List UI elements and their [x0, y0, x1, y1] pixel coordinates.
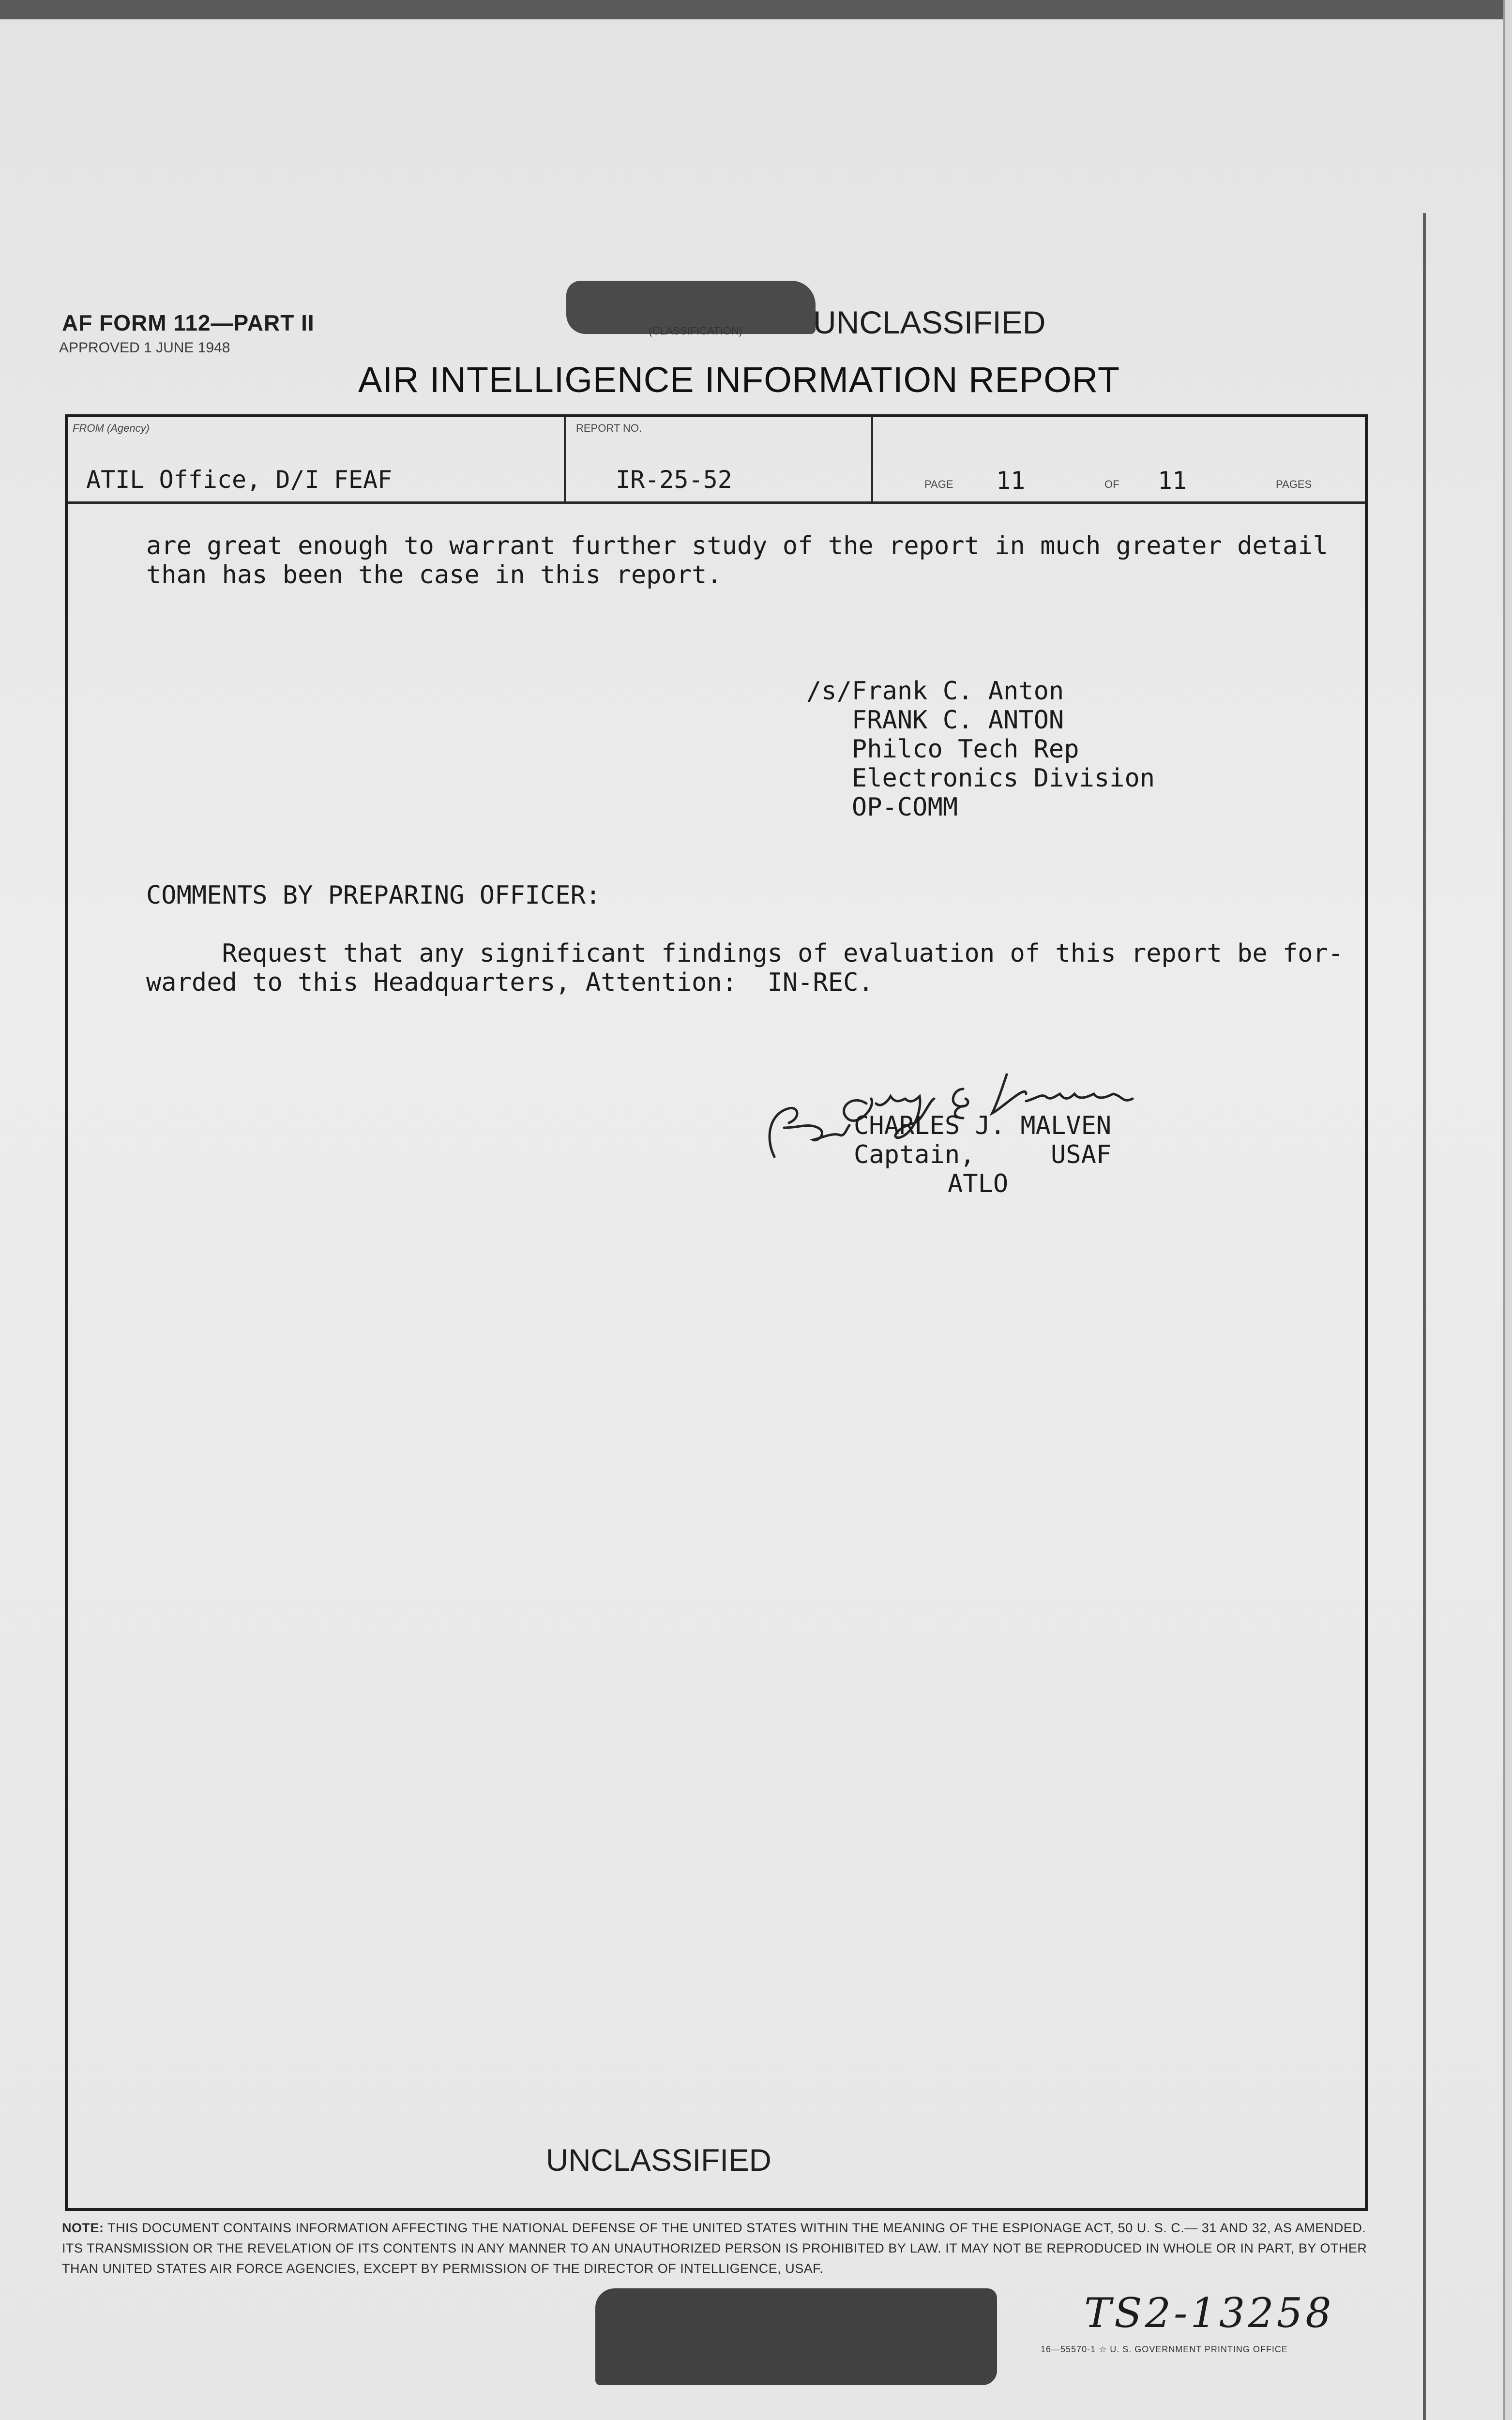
total-pages: 11 — [1158, 467, 1187, 495]
comments-text: Request that any significant findings of evaluation of this report be for- warded to this Headquarters, Attention: IN-REC. — [146, 939, 1344, 997]
form-number: AF FORM 112—PART II — [62, 310, 315, 335]
notice-text: THIS DOCUMENT CONTAINS INFORMATION AFFECTING THE NATIONAL DEFENSE OF THE UNITED STATES WITHIN THE MEANING OF THE ESPIONAGE ACT, 50 U. S. C.— 31 AND 32, AS AMENDED. ITS TRANSMISSION OR THE REVELATION OF ITS CONTENTS IN ANY MANNER TO AN UNAUTHORIZED PERSON IS PROHIBITED BY LAW. IT MAY NOT BE REPRODUCED IN WHOLE OR IN PART, BY OTHER THAN UNITED STATES AIR FORCE AGENCIES, EXCEPT BY PERMISSION OF THE DIRECTOR OF INTELLIGENCE, USAF. — [62, 2221, 1367, 2276]
page-number: 11 — [996, 467, 1026, 495]
report-number-value: IR-25-52 — [616, 466, 732, 494]
notice-lead: NOTE: — [62, 2221, 104, 2235]
form-approved-date: APPROVED 1 JUNE 1948 — [59, 340, 230, 356]
classification-stamp-bottom: UNCLASSIFIED — [546, 2143, 771, 2178]
from-label: FROM (Agency) — [73, 422, 150, 434]
sheet-edge-shadow — [1423, 213, 1426, 2420]
from-value: ATIL Office, D/I FEAF — [86, 466, 393, 494]
signature-rank: Captain, USAF — [854, 1140, 1112, 1169]
report-number-label: REPORT NO. — [576, 422, 642, 434]
handwritten-document-number: TS2-13258 — [1084, 2289, 1334, 2337]
security-notice — [62, 2218, 1388, 2279]
report-title: AIR INTELLIGENCE INFORMATION REPORT — [358, 360, 1120, 400]
comments-heading: COMMENTS BY PREPARING OFFICER: — [146, 881, 601, 910]
frame-divider — [564, 416, 566, 502]
classification-stamp-top: UNCLASSIFIED — [813, 304, 1046, 340]
redaction-mark-bottom — [595, 2288, 997, 2385]
signature-org: ATLO — [948, 1169, 1009, 1198]
frame-divider — [871, 416, 873, 502]
printing-office-imprint: 16—55570-1 ☆ U. S. GOVERNMENT PRINTING OFFICE — [1041, 2344, 1288, 2354]
pages-label: PAGES — [1276, 478, 1312, 490]
scan-top-edge — [0, 0, 1512, 19]
scan-right-edge — [1503, 0, 1512, 2420]
classification-caption: (CLASSIFICATION) — [649, 325, 742, 337]
frame-header-rule — [68, 501, 1365, 504]
report-frame — [65, 414, 1368, 2211]
of-label: OF — [1104, 478, 1119, 490]
body-paragraph: are great enough to warrant further study of the report in much greater detail than has been the case in this report. — [146, 531, 1328, 590]
signature-name: CHARLES J. MALVEN — [854, 1111, 1112, 1140]
page-label: PAGE — [924, 478, 953, 490]
signature-block-anton: /s/Frank C. Anton FRANK C. ANTON Philco Tech Rep Electronics Division OP-COMM — [806, 677, 1155, 822]
